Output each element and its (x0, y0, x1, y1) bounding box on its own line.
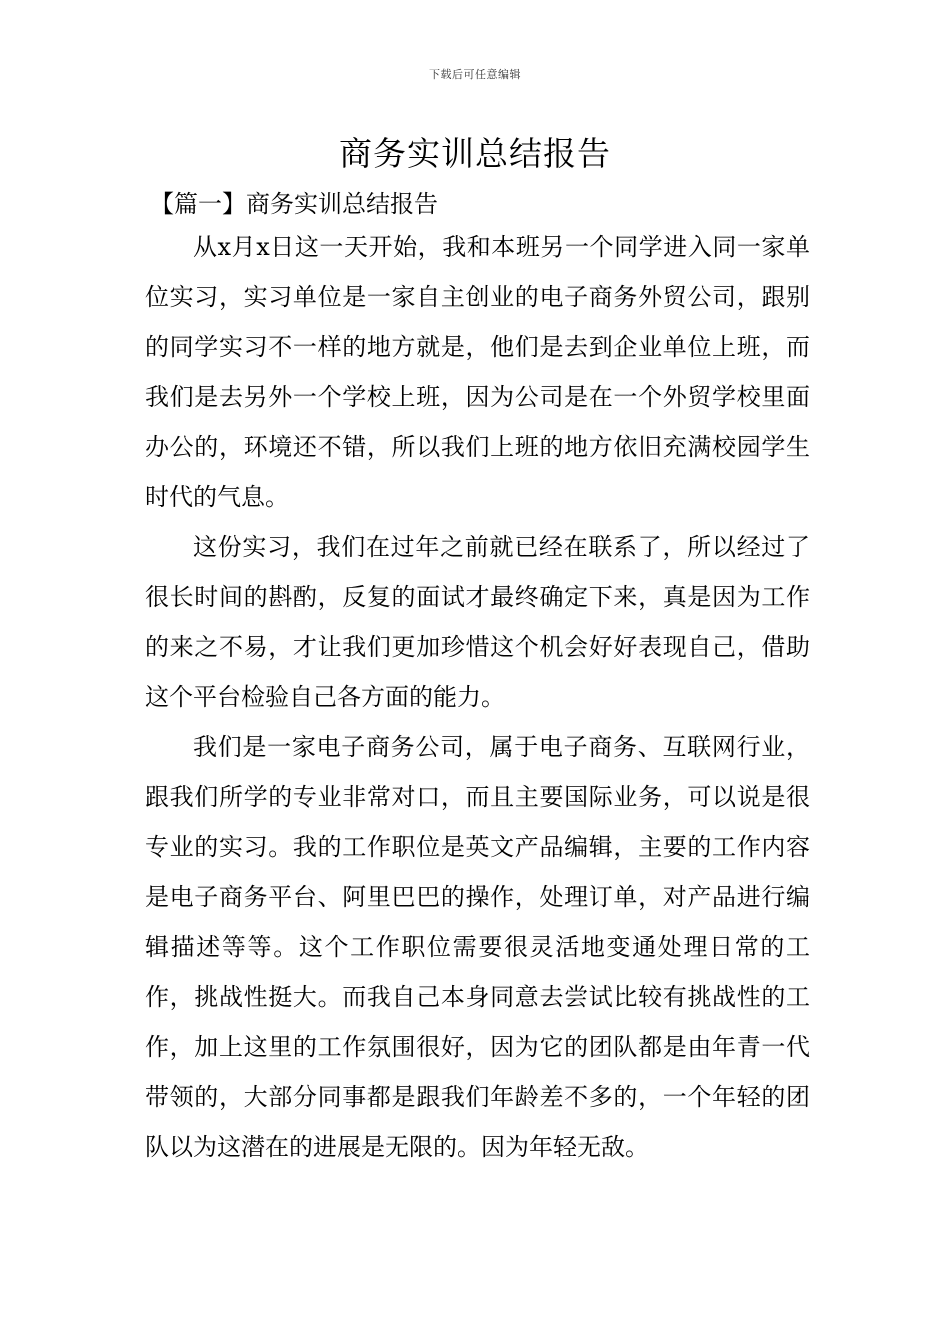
header-note: 下载后可任意编辑 (429, 68, 521, 81)
paragraph-2: 这份实习，我们在过年之前就已经在联系了，所以经过了很长时间的斟酌，反复的面试才最终确定下来，真是因为工作的来之不易，才让我们更加珍惜这个机会好好表现自己，借助这个平台检验自己各方面的能力。 (145, 533, 810, 711)
section-heading: 【篇一】商务实训总结报告 (150, 190, 438, 218)
document-title: 商务实训总结报告 (339, 134, 611, 173)
paragraph-1: 从x月x日这一天开始，我和本班另一个同学进入同一家单位实习，实习单位是一家自主创业的电子商务外贸公司，跟别的同学实习不一样的地方就是，他们是去到企业单位上班，而我们是去另外一个学校上班，因为公司是在一个外贸学校里面办公的，环境还不错，所以我们上班的地方依旧充满校园学生时代的气息。 (145, 233, 810, 511)
paragraph-3: 我们是一家电子商务公司，属于电子商务、互联网行业，跟我们所学的专业非常对口，而且主要国际业务，可以说是很专业的实习。我的工作职位是英文产品编辑，主要的工作内容是电子商务平台、阿里巴巴的操作，处理订单，对产品进行编辑描述等等。这个工作职位需要很灵活地变通处理日常的工作，挑战性挺大。而我自己本身同意去尝试比较有挑战性的工作，加上这里的工作氛围很好，因为它的团队都是由年青一代带领的，大部分同事都是跟我们年龄差不多的，一个年轻的团队以为这潜在的进展是无限的。因为年轻无敌。 (145, 733, 810, 1161)
body-text (145, 222, 810, 1172)
